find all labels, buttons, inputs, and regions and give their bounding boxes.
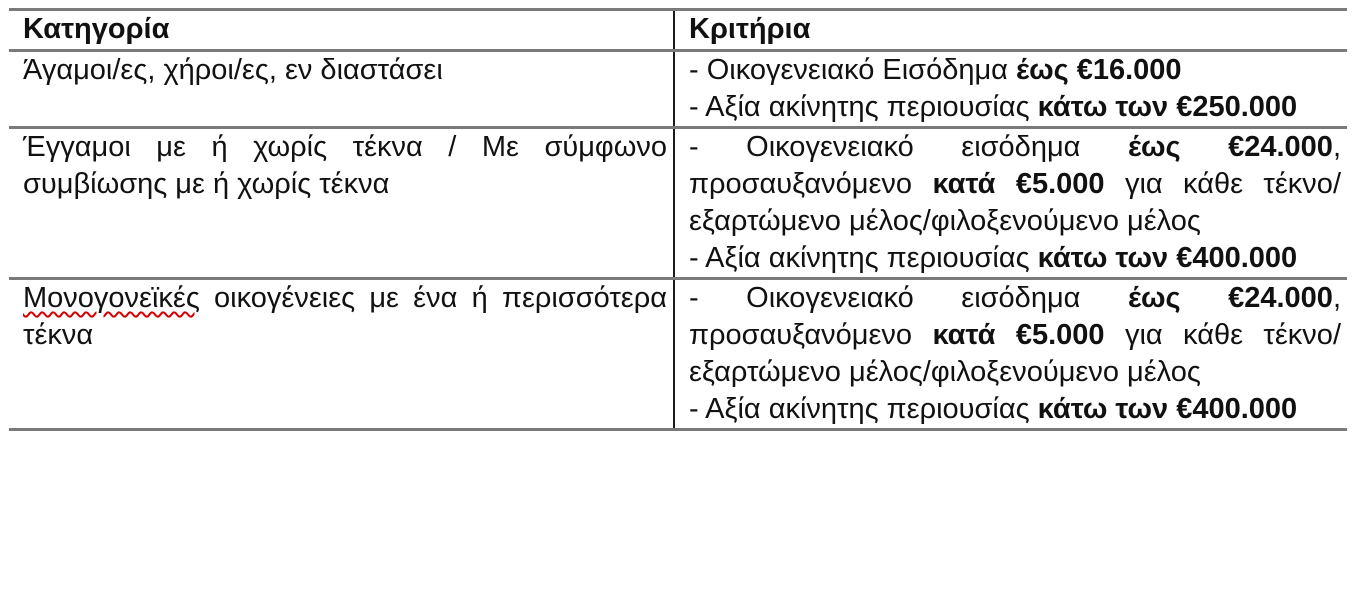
asset-limit: κάτω των €400.000 — [1037, 393, 1298, 425]
increase-amount: κατά €5.000 — [932, 168, 1105, 200]
spellcheck-underlined-word: Μονογονεϊκές — [23, 282, 200, 314]
category-cell — [9, 51, 674, 128]
header-category: Κατηγορία — [9, 10, 674, 51]
income-limit: έως €24.000 — [1127, 282, 1333, 314]
category-text: οικογένειες με ένα ή περισσότερα τέκνα — [23, 282, 667, 351]
asset-prefix: - Αξία ακίνητης περιουσίας — [689, 393, 1038, 425]
table-row — [9, 128, 1347, 279]
asset-criterion — [689, 242, 1297, 274]
asset-prefix: - Αξία ακίνητης περιουσίας — [689, 91, 1038, 123]
income-mid: , προσαυξανόμενο — [689, 131, 1341, 200]
income-suffix: για κάθε τέκνο/εξαρτώμενο μέλος/φιλοξενούμενο μέλος — [689, 319, 1341, 388]
table-header — [9, 10, 1347, 51]
header-row — [9, 10, 1347, 51]
increase-amount: κατά €5.000 — [932, 319, 1105, 351]
income-prefix: - Οικογενειακό εισόδημα — [689, 131, 1128, 163]
income-limit: έως €24.000 — [1127, 131, 1333, 163]
income-mid: , προσαυξανόμενο — [689, 282, 1341, 351]
table-row — [9, 279, 1347, 430]
asset-limit: κάτω των €400.000 — [1037, 242, 1298, 274]
table-body — [9, 51, 1347, 430]
table-row — [9, 51, 1347, 128]
income-criterion — [689, 282, 1341, 388]
category-cell — [9, 279, 674, 430]
category-cell — [9, 128, 674, 279]
asset-limit: κάτω των €250.000 — [1037, 91, 1298, 123]
criteria-cell — [674, 51, 1347, 128]
income-suffix: για κάθε τέκνο/εξαρτώμενο μέλος/φιλοξενούμενο μέλος — [689, 168, 1341, 237]
income-criterion — [689, 54, 1182, 86]
income-limit: έως €16.000 — [1016, 54, 1182, 86]
criteria-cell — [674, 279, 1347, 430]
income-prefix: - Οικογενειακό εισόδημα — [689, 282, 1128, 314]
income-prefix: - Οικογενειακό Εισόδημα — [689, 54, 1017, 86]
income-criterion — [689, 131, 1341, 237]
asset-prefix: - Αξία ακίνητης περιουσίας — [689, 242, 1038, 274]
header-criteria: Κριτήρια — [674, 10, 1347, 51]
criteria-cell — [674, 128, 1347, 279]
asset-criterion — [689, 91, 1297, 123]
category-text: Άγαμοι/ες, χήροι/ες, εν διαστάσει — [23, 54, 443, 86]
eligibility-table — [9, 8, 1347, 431]
category-text: Έγγαμοι με ή χωρίς τέκνα / Με σύμφωνο συμβίωσης με ή χωρίς τέκνα — [23, 131, 667, 200]
asset-criterion — [689, 393, 1297, 425]
